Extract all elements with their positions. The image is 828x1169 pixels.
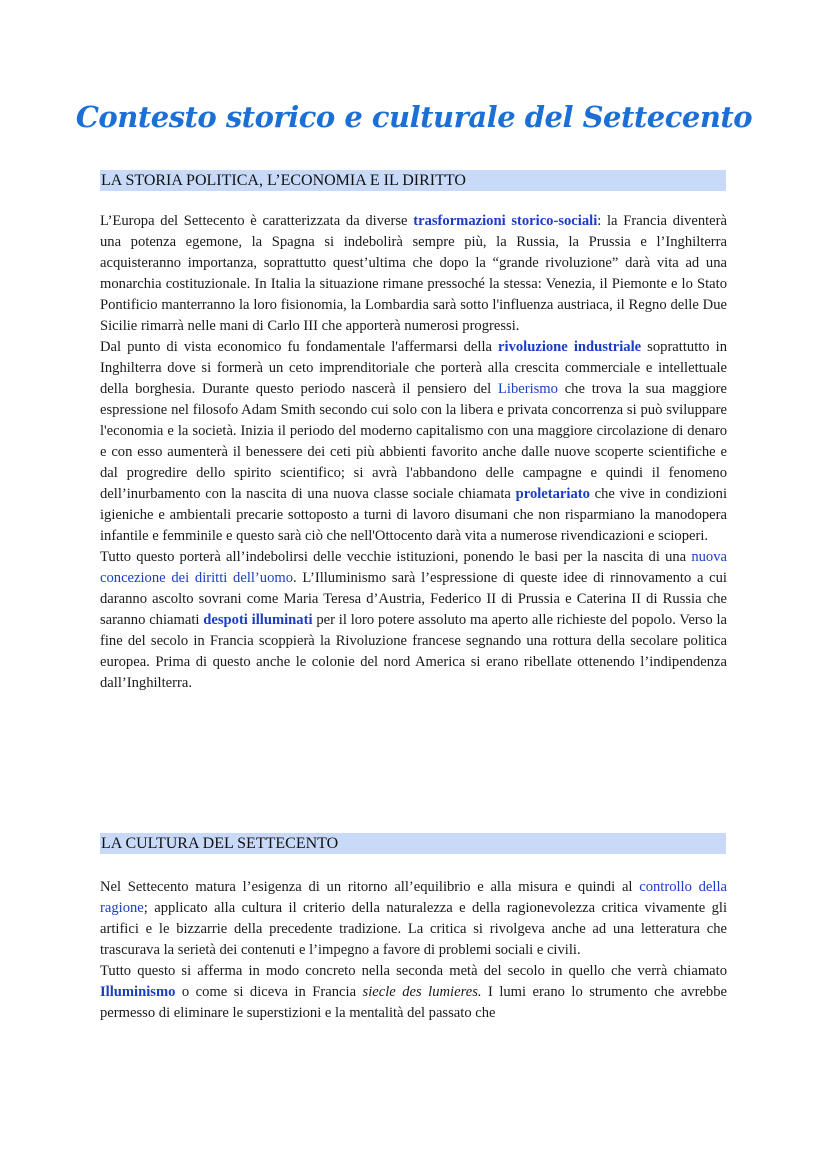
paragraph: L’Europa del Settecento è caratterizzata da diverse trasformazioni storico-sociali: la Francia diventerà una potenza egemone, la Spagna si indebolirà sempre più, la Russia, la Prussia e l’Inghilterra acquisteranno importanza, soprattutto quest’ultima che dopo la “grande rivoluzione” darà vita ad una monarchia costituzionale. In Italia la situazione rimane pressoché la stessa: Venezia, il Piemonte e lo Stato Pontificio manterranno la loro fisionomia, la Lombardia sarà sotto l'influenza austriaca, il Regno delle Due Sicilie rimarrà nelle mani di Carlo III che apporterà numerosi progressi. — [100, 213, 727, 334]
paragraph: Tutto questo porterà all’indebolirsi delle vecchie istituzioni, ponendo le basi per la nascita di una nuova concezione dei diritti dell’uomo. L’Illuminismo sarà l’espressione di queste idee di rinnovamento a cui daranno ascolto sovrani come Maria Teresa d’Austria, Federico II di Prussia e Caterina II di Russia che saranno chiamati despoti illuminati per il loro potere assoluto ma aperto alle richieste del popolo. Verso la fine del secolo in Francia scoppierà la Rivoluzione francese segnando una rottura della secolare politica europea. Prima di questo anche le colonie del nord America si erano ribellate ottenendo l’indipendenza dall’Inghilterra. — [100, 549, 727, 691]
keyword: proletariato — [515, 486, 590, 502]
keyword: trasformazioni storico-sociali — [413, 213, 598, 229]
keyword: despoti illuminati — [203, 612, 313, 628]
section-heading-storia: LA STORIA POLITICA, L’ECONOMIA E IL DIRITTO — [100, 170, 726, 191]
section-body-storia — [100, 211, 727, 694]
section-heading-cultura: LA CULTURA DEL SETTECENTO — [100, 833, 726, 854]
paragraph: Tutto questo si afferma in modo concreto nella seconda metà del secolo in quello che verrà chiamato Illuminismo o come si diceva in Francia siecle des lumieres. I lumi erano lo strumento che avrebbe permesso di eliminare le superstizioni e la mentalità del passato che — [100, 963, 727, 1021]
keyword: Illuminismo — [100, 984, 176, 1000]
keyword: controllo della ragione — [100, 879, 728, 916]
italic-phrase: siecle des lumieres. — [362, 984, 482, 1000]
keyword: Liberismo — [497, 381, 558, 397]
keyword: rivoluzione industriale — [498, 339, 642, 355]
section-body-cultura — [100, 877, 727, 1024]
keyword: nuova concezione dei diritti dell’uomo — [100, 549, 727, 586]
page-title: Contesto storico e culturale del Settecento — [75, 100, 753, 134]
paragraph: Dal punto di vista economico fu fondamentale l'affermarsi della rivoluzione industriale soprattutto in Inghilterra dove si formerà un ceto imprenditoriale che porterà alla crescita commerciale e intellettuale della borghesia. Durante questo periodo nascerà il pensiero del Liberismo che trova la sua maggiore espressione nel filosofo Adam Smith secondo cui solo con la libera e privata concorrenza si può sviluppare l'economia e la società. Inizia il periodo del moderno capitalismo con una maggiore circolazione di denaro e con esso aumenterà il benessere dei ceti più abbienti favorito anche dalle nuove scoperte scientifiche e dal progredire dello spirito scientifico; si avrà l'abbandono delle campagne e quindi il fenomeno dell’inurbamento con la nascita di una nuova classe sociale chiamata proletariato che vive in condizioni igieniche e ambientali precarie sottoposto a turni di lavoro disumani che non risparmiano la manodopera infantile e femminile e questo sarà ciò che nell'Ottocento darà vita a numerose rivendicazioni e scioperi. — [100, 339, 728, 544]
paragraph: Nel Settecento matura l’esigenza di un ritorno all’equilibrio e alla misura e quindi al controllo della ragione; applicato alla cultura il criterio della naturalezza e della ragionevolezza critica vivamente gli artifici e le bizzarrie della precedente tradizione. La critica si rivolgeva anche ad una letteratura che trascurava la serietà dei contenuti e l’impegno a favore di problemi sociali e civili. — [100, 879, 728, 958]
